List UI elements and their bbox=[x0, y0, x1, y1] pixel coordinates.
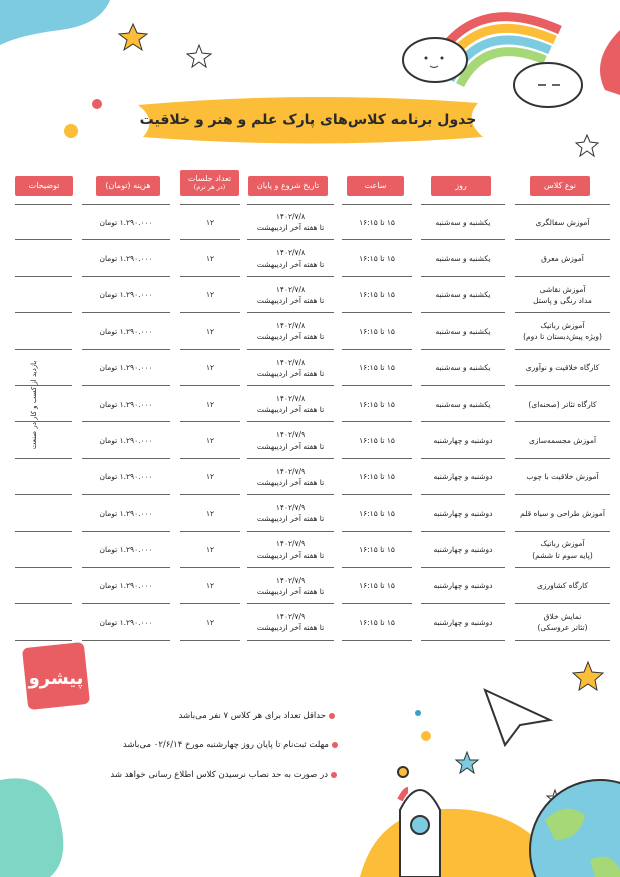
cell-day bbox=[421, 240, 505, 276]
cell-time-text: ۱۵ تا ۱۶:۱۵ bbox=[359, 617, 395, 627]
cell-class-text: آموزش رباتیک bbox=[540, 539, 585, 549]
cell-day bbox=[421, 422, 505, 458]
cell-day bbox=[421, 350, 505, 386]
cell-class-text: کارگاه خلاقیت و نوآوری bbox=[525, 363, 600, 373]
cell-price bbox=[82, 604, 170, 640]
cell-time-text: ۱۵ تا ۱۶:۱۵ bbox=[359, 217, 395, 227]
cell-price bbox=[82, 422, 170, 458]
cell-dates-text: ۱۴۰۲/۷/۸ bbox=[275, 321, 306, 331]
cell-price-text: ۱.۲۹۰.۰۰۰ تومان bbox=[99, 581, 153, 591]
cell-class-text: مداد رنگی و پاستل bbox=[533, 295, 592, 305]
cell-time bbox=[342, 604, 412, 640]
cell-class bbox=[515, 350, 610, 386]
header-sessions-line1: تعداد جلسات bbox=[187, 174, 232, 184]
cell-dates-text: تا هفته آخر اردیبهشت bbox=[256, 477, 325, 487]
cell-day-text: دوشنبه و چهارشنبه bbox=[433, 472, 493, 482]
cell-time bbox=[342, 386, 412, 422]
table-row bbox=[0, 422, 620, 458]
cell-sessions-text: ۱۲ bbox=[205, 545, 215, 555]
header-day: روز bbox=[431, 176, 491, 196]
cell-dates bbox=[247, 495, 334, 531]
cell-time bbox=[342, 277, 412, 313]
cell-class-text: آموزش رباتیک bbox=[540, 321, 585, 331]
cell-dates-text: تا هفته آخر اردیبهشت bbox=[256, 405, 325, 415]
cell-day-text: یکشنبه و سه‌شنبه bbox=[435, 363, 491, 373]
cell-time bbox=[342, 204, 412, 240]
cell-price bbox=[82, 532, 170, 568]
footnote bbox=[110, 770, 337, 780]
footnote-text: در صورت به حد نصاب نرسیدن کلاس اطلاع رسانی خواهد شد bbox=[110, 770, 328, 780]
cell-day-text: یکشنبه و سه‌شنبه bbox=[435, 217, 491, 227]
cell-day bbox=[421, 568, 505, 604]
earth-icon bbox=[530, 780, 620, 877]
cell-day bbox=[421, 386, 505, 422]
cell-day-text: یکشنبه و سه‌شنبه bbox=[435, 290, 491, 300]
cell-sessions-text: ۱۲ bbox=[205, 326, 215, 336]
cell-day-text: دوشنبه و چهارشنبه bbox=[433, 508, 493, 518]
cell-time-text: ۱۵ تا ۱۶:۱۵ bbox=[359, 290, 395, 300]
rocket-icon bbox=[398, 767, 440, 877]
footnote bbox=[179, 711, 335, 721]
cell-class-text: آموزش سفالگری bbox=[535, 217, 590, 227]
cell-sessions-text: ۱۲ bbox=[205, 472, 215, 482]
cell-dates-text: ۱۴۰۲/۷/۹ bbox=[275, 466, 306, 476]
cell-time-text: ۱۵ تا ۱۶:۱۵ bbox=[359, 581, 395, 591]
cell-day bbox=[421, 459, 505, 495]
cell-class-text: آموزش معرق bbox=[541, 253, 584, 263]
cell-price bbox=[82, 313, 170, 349]
cell-dates-text: ۱۴۰۲/۷/۹ bbox=[275, 575, 306, 585]
cell-time bbox=[342, 240, 412, 276]
cell-dates bbox=[247, 459, 334, 495]
cell-dates-text: ۱۴۰۲/۷/۹ bbox=[275, 612, 306, 622]
cell-notes bbox=[15, 568, 72, 604]
table-row bbox=[0, 204, 620, 240]
cell-dates-text: تا هفته آخر اردیبهشت bbox=[256, 223, 325, 233]
cell-dates-text: ۱۴۰۲/۷/۹ bbox=[275, 539, 306, 549]
cell-day bbox=[421, 532, 505, 568]
table-row bbox=[0, 277, 620, 313]
cell-dates bbox=[247, 532, 334, 568]
dot-decoration bbox=[64, 124, 78, 138]
cell-time bbox=[342, 459, 412, 495]
cell-class bbox=[515, 386, 610, 422]
cell-dates-text: تا هفته آخر اردیبهشت bbox=[256, 441, 325, 451]
cell-time bbox=[342, 313, 412, 349]
star-icon bbox=[576, 135, 598, 156]
cell-dates-text: ۱۴۰۲/۷/۸ bbox=[275, 248, 306, 258]
page-title: جدول برنامه کلاس‌های پارک علم و هنر و خلاقیت bbox=[139, 112, 477, 128]
cell-time-text: ۱۵ تا ۱۶:۱۵ bbox=[359, 399, 395, 409]
cell-class-text: آموزش طراحی و سیاه قلم bbox=[520, 508, 605, 518]
cell-sessions-text: ۱۲ bbox=[205, 581, 215, 591]
cell-notes bbox=[15, 604, 72, 640]
dot-decoration bbox=[92, 99, 102, 109]
cell-time-text: ۱۵ تا ۱۶:۱۵ bbox=[359, 326, 395, 336]
cell-day bbox=[421, 204, 505, 240]
header-notes: توضیحات bbox=[15, 176, 73, 196]
cell-dates-text: تا هفته آخر اردیبهشت bbox=[256, 514, 325, 524]
cell-price bbox=[82, 277, 170, 313]
cell-price-text: ۱.۲۹۰.۰۰۰ تومان bbox=[99, 617, 153, 627]
cell-day bbox=[421, 495, 505, 531]
header-class: نوع کلاس bbox=[530, 176, 590, 196]
cell-sessions bbox=[180, 240, 240, 276]
table-row bbox=[0, 386, 620, 422]
cell-dates bbox=[247, 277, 334, 313]
cell-notes bbox=[15, 532, 72, 568]
cell-time bbox=[342, 350, 412, 386]
cell-price-text: ۱.۲۹۰.۰۰۰ تومان bbox=[99, 472, 153, 482]
header-price: هزینه (تومان) bbox=[96, 176, 160, 196]
cell-price-text: ۱.۲۹۰.۰۰۰ تومان bbox=[99, 508, 153, 518]
cell-class-text: (ویژه پیش‌دبستان تا دوم) bbox=[523, 332, 602, 342]
logo bbox=[20, 640, 95, 715]
cell-time bbox=[342, 568, 412, 604]
cell-sessions-text: ۱۲ bbox=[205, 363, 215, 373]
cell-sessions bbox=[180, 495, 240, 531]
cell-dates-text: ۱۴۰۲/۷/۸ bbox=[275, 357, 306, 367]
cell-day bbox=[421, 313, 505, 349]
table-row bbox=[0, 495, 620, 531]
cell-dates-text: تا هفته آخر اردیبهشت bbox=[256, 587, 325, 597]
table-row bbox=[0, 604, 620, 640]
cell-sessions bbox=[180, 313, 240, 349]
cell-class-text: آموزش نقاشی bbox=[539, 284, 586, 294]
cell-day-text: یکشنبه و سه‌شنبه bbox=[435, 253, 491, 263]
cell-day-text: یکشنبه و سه‌شنبه bbox=[435, 326, 491, 336]
dot-decoration bbox=[421, 731, 431, 741]
cell-sessions bbox=[180, 350, 240, 386]
cell-dates bbox=[247, 568, 334, 604]
cell-price bbox=[82, 495, 170, 531]
cell-class bbox=[515, 313, 610, 349]
table-row bbox=[0, 568, 620, 604]
star-icon bbox=[573, 662, 603, 690]
cell-price-text: ۱.۲۹۰.۰۰۰ تومان bbox=[99, 326, 153, 336]
cell-price-text: ۱.۲۹۰.۰۰۰ تومان bbox=[99, 290, 153, 300]
cell-time bbox=[342, 532, 412, 568]
table-row bbox=[0, 240, 620, 276]
cell-sessions-text: ۱۲ bbox=[205, 290, 215, 300]
cell-class bbox=[515, 204, 610, 240]
cell-dates-text: تا هفته آخر اردیبهشت bbox=[256, 259, 325, 269]
cell-class-text: (پایه سوم تا ششم) bbox=[532, 550, 593, 560]
star-icon bbox=[456, 752, 478, 773]
footnote-text: حداقل تعداد برای هر کلاس ۷ نفر می‌باشد bbox=[178, 711, 326, 721]
header-sessions bbox=[180, 170, 239, 196]
title-banner bbox=[128, 95, 488, 145]
cell-dates bbox=[247, 604, 334, 640]
cell-class-text: (تئاتر عروسکی) bbox=[537, 623, 588, 633]
header-time: ساعت bbox=[347, 176, 404, 196]
cell-time-text: ۱۵ تا ۱۶:۱۵ bbox=[359, 435, 395, 445]
footnote bbox=[123, 740, 338, 750]
cell-dates-text: ۱۴۰۲/۷/۹ bbox=[275, 503, 306, 513]
cell-sessions bbox=[180, 532, 240, 568]
cell-sessions-text: ۱۲ bbox=[205, 617, 215, 627]
cell-sessions bbox=[180, 568, 240, 604]
cell-price-text: ۱.۲۹۰.۰۰۰ تومان bbox=[99, 545, 153, 555]
footnote-text: مهلت ثبت‌نام تا پایان روز چهارشنبه مورخ ۰۲/۶/۱۴ می‌باشد bbox=[122, 740, 329, 750]
table-row bbox=[0, 459, 620, 495]
cell-notes bbox=[15, 277, 72, 313]
cell-class-text: آموزش خلاقیت با چوب bbox=[526, 472, 599, 482]
cell-day-text: دوشنبه و چهارشنبه bbox=[433, 435, 493, 445]
cell-price bbox=[82, 350, 170, 386]
cell-time-text: ۱۵ تا ۱۶:۱۵ bbox=[359, 363, 395, 373]
cell-class bbox=[515, 532, 610, 568]
blue-blob-top-left bbox=[0, 0, 110, 45]
cell-time-text: ۱۵ تا ۱۶:۱۵ bbox=[359, 508, 395, 518]
cell-sessions-text: ۱۲ bbox=[205, 399, 215, 409]
table-row bbox=[0, 350, 620, 386]
cell-dates-text: تا هفته آخر اردیبهشت bbox=[256, 623, 325, 633]
cell-dates bbox=[247, 204, 334, 240]
cell-sessions-text: ۱۲ bbox=[205, 435, 215, 445]
cell-time-text: ۱۵ تا ۱۶:۱۵ bbox=[359, 545, 395, 555]
cell-sessions bbox=[180, 422, 240, 458]
notes-column-text: بازدید از کسب و کار در صنعت bbox=[30, 360, 38, 450]
cell-time bbox=[342, 422, 412, 458]
cell-class bbox=[515, 240, 610, 276]
star-icon bbox=[187, 45, 211, 67]
coral-blob-top-right bbox=[600, 30, 620, 95]
cell-dates bbox=[247, 386, 334, 422]
notes-text bbox=[24, 340, 44, 470]
cell-price-text: ۱.۲۹۰.۰۰۰ تومان bbox=[99, 363, 153, 373]
cell-sessions-text: ۱۲ bbox=[205, 253, 215, 263]
cell-class-text: کارگاه تئاتر (صحنه‌ای) bbox=[528, 399, 597, 409]
cell-notes bbox=[15, 240, 72, 276]
cell-price-text: ۱.۲۹۰.۰۰۰ تومان bbox=[99, 253, 153, 263]
cell-price bbox=[82, 240, 170, 276]
table-row bbox=[0, 313, 620, 349]
cell-dates-text: ۱۴۰۲/۷/۸ bbox=[275, 284, 306, 294]
bullet-icon bbox=[331, 772, 337, 778]
cell-class bbox=[515, 459, 610, 495]
cell-dates-text: تا هفته آخر اردیبهشت bbox=[256, 295, 325, 305]
cell-day-text: دوشنبه و چهارشنبه bbox=[433, 581, 493, 591]
header-dates: تاریخ شروع و پایان bbox=[248, 176, 328, 196]
cell-class bbox=[515, 495, 610, 531]
cell-sessions-text: ۱۲ bbox=[205, 217, 215, 227]
cell-dates bbox=[247, 240, 334, 276]
cell-price-text: ۱.۲۹۰.۰۰۰ تومان bbox=[99, 399, 153, 409]
table-row bbox=[0, 532, 620, 568]
bullet-icon bbox=[332, 742, 338, 748]
cell-price-text: ۱.۲۹۰.۰۰۰ تومان bbox=[99, 435, 153, 445]
cell-day bbox=[421, 277, 505, 313]
cell-price bbox=[82, 568, 170, 604]
cell-dates bbox=[247, 422, 334, 458]
cell-notes bbox=[15, 204, 72, 240]
cell-notes bbox=[15, 495, 72, 531]
cell-price bbox=[82, 204, 170, 240]
bullet-icon bbox=[329, 713, 335, 719]
cell-class bbox=[515, 568, 610, 604]
cell-time bbox=[342, 495, 412, 531]
cell-class bbox=[515, 422, 610, 458]
cell-price-text: ۱.۲۹۰.۰۰۰ تومان bbox=[99, 217, 153, 227]
cell-sessions bbox=[180, 386, 240, 422]
cell-class-text: آموزش مجسمه‌سازی bbox=[528, 435, 597, 445]
cell-dates-text: تا هفته آخر اردیبهشت bbox=[256, 332, 325, 342]
cell-sessions bbox=[180, 604, 240, 640]
cell-class-text: نمایش خلاق bbox=[543, 612, 582, 622]
star-icon bbox=[119, 24, 147, 50]
paper-plane-icon bbox=[485, 690, 550, 745]
cell-day bbox=[421, 604, 505, 640]
cell-sessions-text: ۱۲ bbox=[205, 508, 215, 518]
cell-price bbox=[82, 386, 170, 422]
cell-dates bbox=[247, 313, 334, 349]
cell-dates-text: ۱۴۰۲/۷/۹ bbox=[275, 430, 306, 440]
cell-price bbox=[82, 459, 170, 495]
cell-sessions bbox=[180, 204, 240, 240]
mint-blob-bottom-left bbox=[0, 778, 63, 877]
cell-dates-text: تا هفته آخر اردیبهشت bbox=[256, 550, 325, 560]
cell-dates-text: ۱۴۰۲/۷/۸ bbox=[275, 211, 306, 221]
cell-class bbox=[515, 277, 610, 313]
cell-time-text: ۱۵ تا ۱۶:۱۵ bbox=[359, 472, 395, 482]
cell-day-text: دوشنبه و چهارشنبه bbox=[433, 545, 493, 555]
cell-dates-text: تا هفته آخر اردیبهشت bbox=[256, 368, 325, 378]
cell-sessions bbox=[180, 459, 240, 495]
cell-dates bbox=[247, 350, 334, 386]
cell-class-text: کارگاه کشاورزی bbox=[537, 581, 588, 591]
cell-class bbox=[515, 604, 610, 640]
svg-text:پیشرو: پیشرو bbox=[28, 668, 84, 689]
cell-time-text: ۱۵ تا ۱۶:۱۵ bbox=[359, 253, 395, 263]
schedule-table bbox=[0, 204, 620, 641]
cell-day-text: یکشنبه و سه‌شنبه bbox=[435, 399, 491, 409]
cell-day-text: دوشنبه و چهارشنبه bbox=[433, 617, 493, 627]
cell-dates-text: ۱۴۰۲/۷/۸ bbox=[275, 393, 306, 403]
cell-sessions bbox=[180, 277, 240, 313]
header-sessions-line2: (در هر ترم) bbox=[193, 182, 226, 191]
dot-decoration bbox=[415, 710, 421, 716]
